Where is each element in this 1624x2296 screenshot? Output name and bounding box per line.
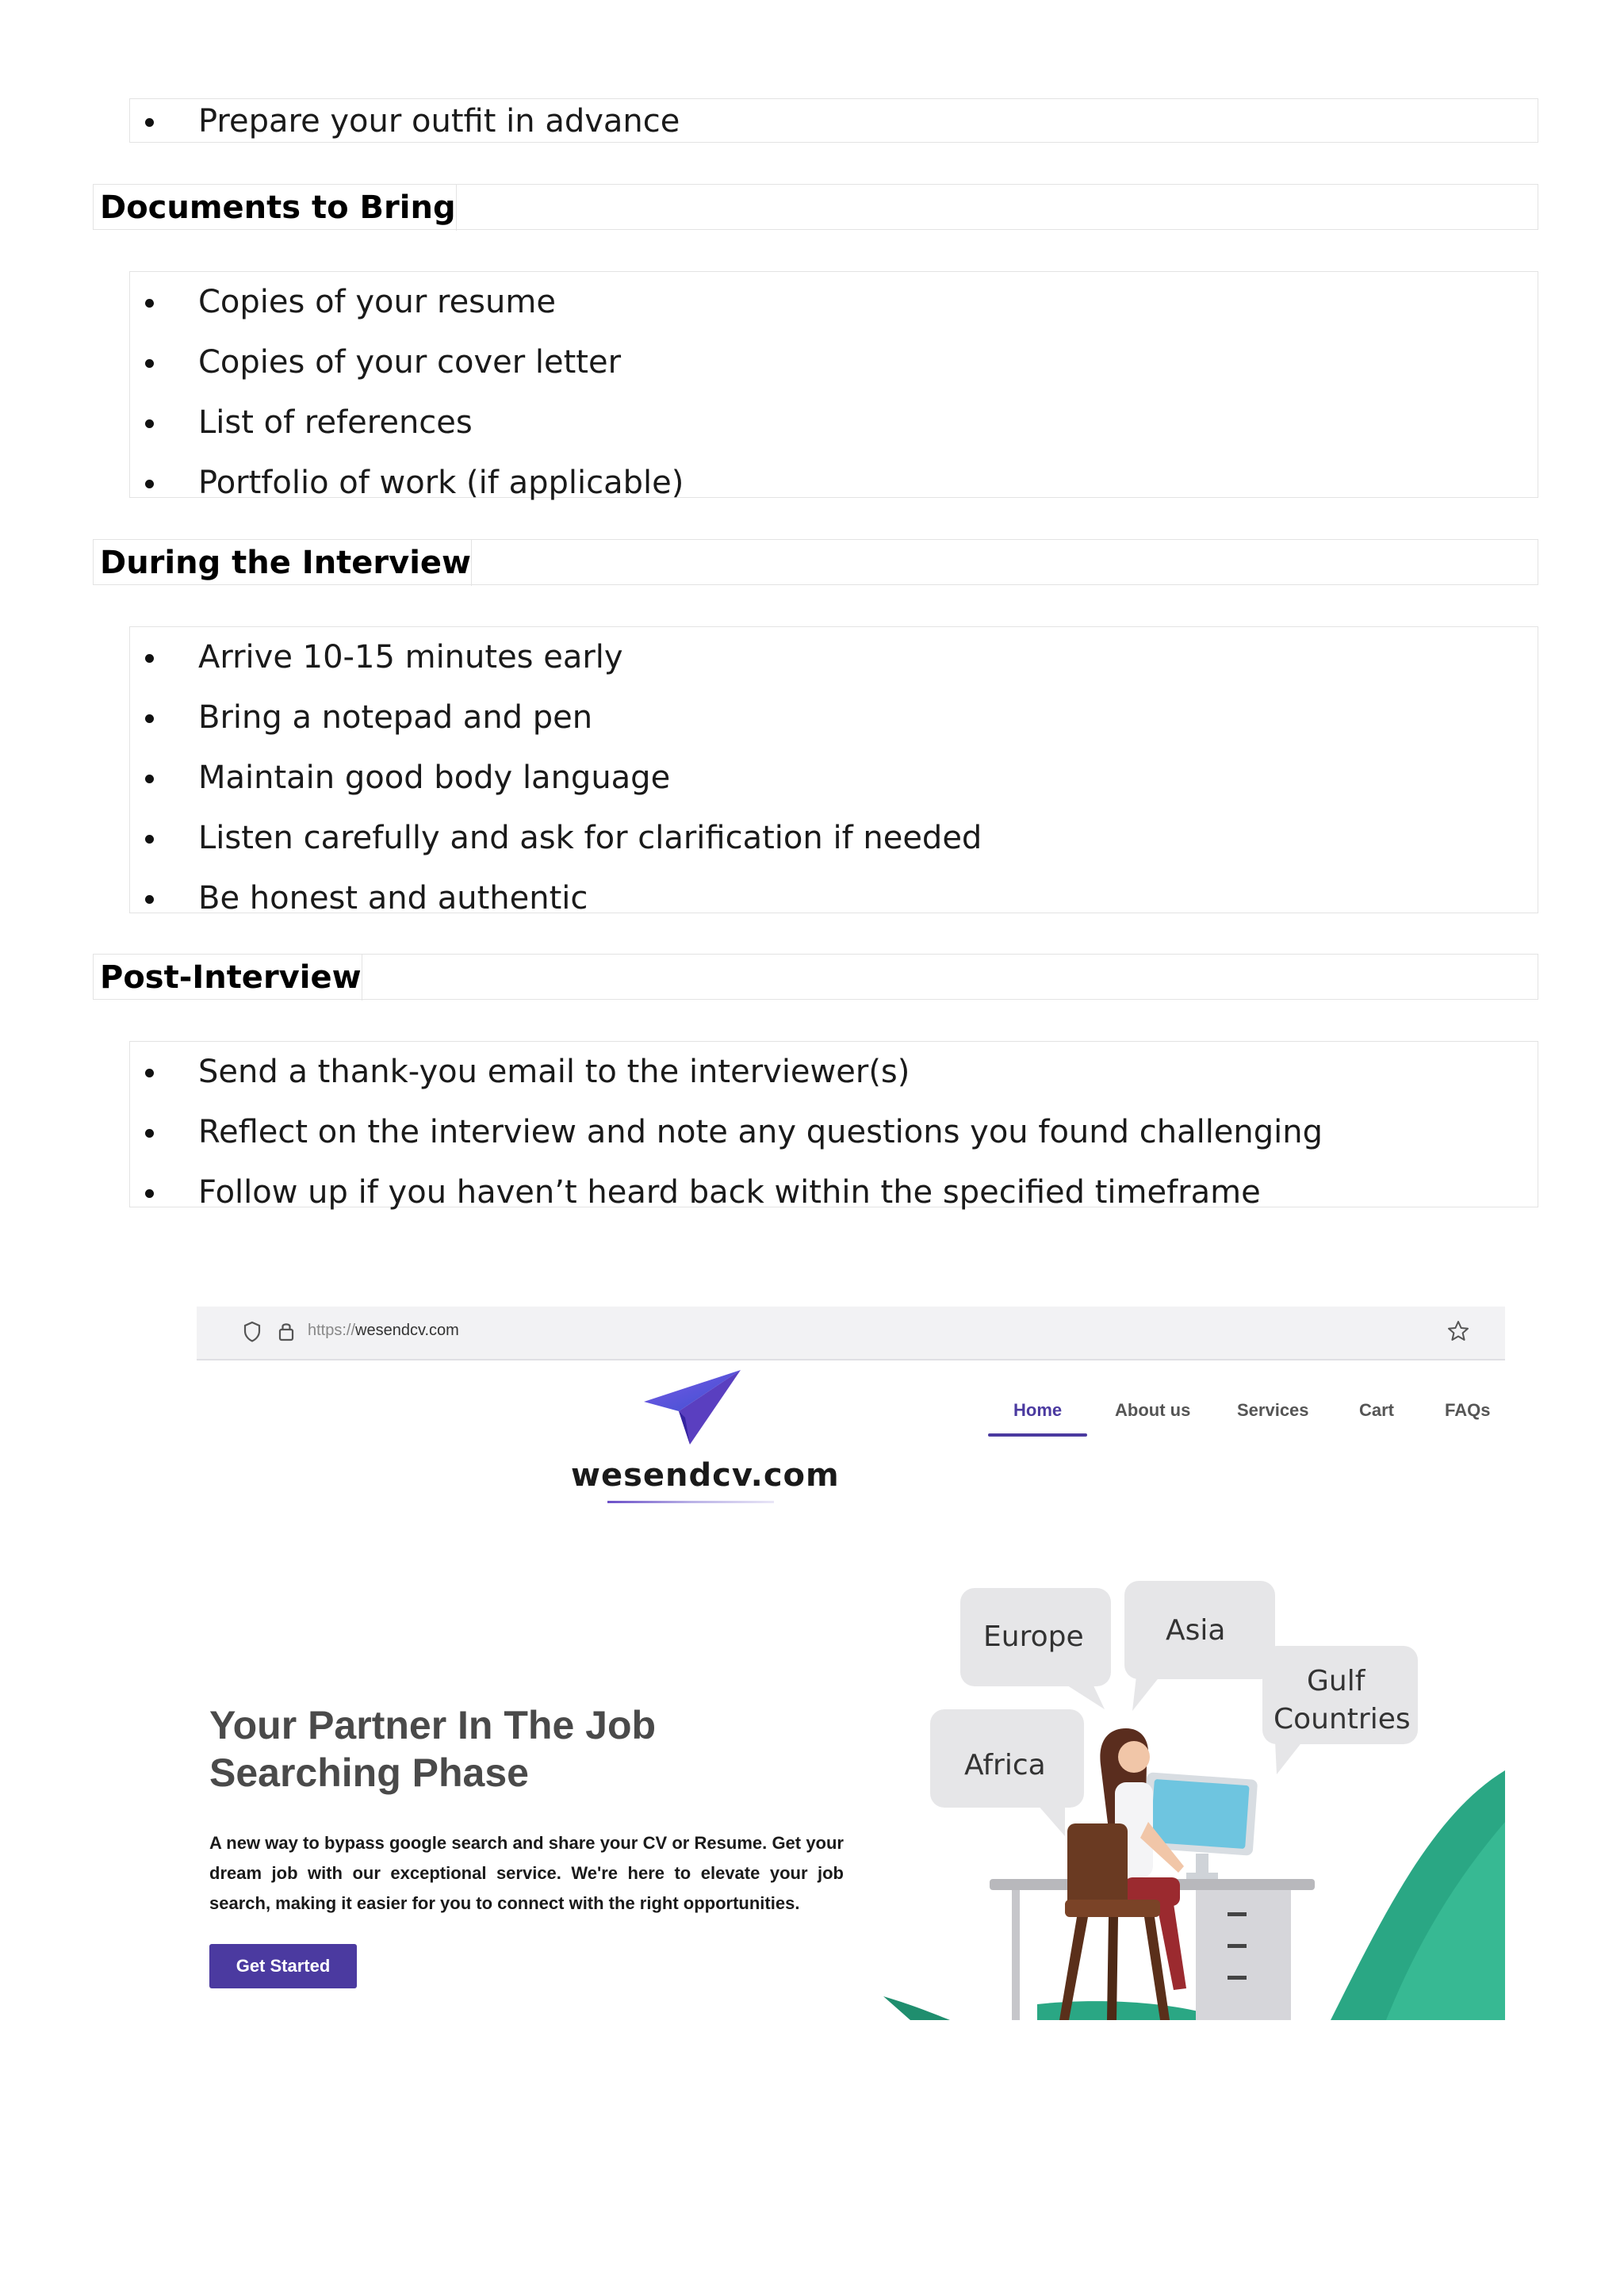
- list-item-text: Arrive 10-15 minutes early: [198, 639, 623, 675]
- list-item-text: Bring a notepad and pen: [198, 699, 593, 736]
- bullet: [145, 419, 154, 428]
- nav-services[interactable]: Services: [1237, 1400, 1309, 1420]
- bubble-asia-label: Asia: [1166, 1614, 1226, 1647]
- list-box-documents: [129, 271, 1538, 501]
- get-started-button[interactable]: Get Started: [209, 1944, 357, 1988]
- hero-description: A new way to bypass google search and share your CV or Resume. Get your dream job with our exceptional service. We're here to elevate your job search, making it easier for you to connect with the right opportunities.: [209, 1833, 844, 1913]
- bubble-countries-label: Countries: [1274, 1703, 1411, 1735]
- bullet: [145, 1129, 154, 1138]
- bullet: [145, 775, 154, 783]
- list-item: [130, 1042, 1538, 1102]
- nav-faqs[interactable]: FAQs: [1445, 1400, 1491, 1420]
- section-heading: Documents to Bring: [94, 185, 457, 231]
- list-item-text: List of references: [198, 404, 473, 441]
- list-item-text: Reflect on the interview and note any questions you found challenging: [198, 1114, 1323, 1150]
- nav-about-us[interactable]: About us: [1115, 1400, 1191, 1420]
- bullet: [145, 1189, 154, 1198]
- bubble-gulf-label: Gulf: [1307, 1665, 1365, 1697]
- list-item-text: Be honest and authentic: [198, 880, 588, 916]
- bubble-europe-label: Europe: [983, 1621, 1084, 1653]
- bullet: [145, 654, 154, 663]
- list-item-text: Listen carefully and ask for clarification if needed: [198, 820, 982, 856]
- list-item-text: Copies of your cover letter: [198, 344, 622, 381]
- bullet: [145, 1069, 154, 1077]
- bullet: [145, 299, 154, 308]
- section-heading-box: [93, 539, 1538, 585]
- list-box-during-interview: [129, 626, 1538, 916]
- bullet: [145, 118, 154, 127]
- url-protocol: https://: [308, 1322, 356, 1339]
- list-item-text: Prepare your outfit in advance: [198, 103, 680, 140]
- list-item: [130, 627, 1538, 687]
- list-item: [130, 99, 1538, 144]
- bullet: [145, 835, 154, 844]
- section-heading-box: [93, 954, 1538, 1000]
- list-item: [130, 808, 1538, 868]
- list-item: [130, 272, 1538, 332]
- list-item-text: Follow up if you haven’t heard back within the specified timeframe: [198, 1174, 1261, 1211]
- list-item: [130, 748, 1538, 808]
- list-item-text: Maintain good body language: [198, 760, 671, 796]
- brand-name[interactable]: wesendcv.com: [571, 1457, 840, 1494]
- website-screenshot: [197, 1307, 1505, 2020]
- url-host: wesendcv.com: [355, 1322, 459, 1339]
- section-heading-box: [93, 184, 1538, 230]
- bullet: [145, 480, 154, 488]
- list-item-text: Send a thank-you email to the interviewer(s): [198, 1054, 910, 1090]
- list-item: [130, 868, 1538, 928]
- section-heading: During the Interview: [94, 540, 472, 586]
- list-box-post-interview: [129, 1041, 1538, 1211]
- bubble-africa-label: Africa: [964, 1749, 1046, 1781]
- list-item: [130, 687, 1538, 748]
- list-box-outfit: [129, 98, 1538, 143]
- hero-title: Your Partner In The Job Searching Phase: [209, 1703, 657, 1795]
- list-item-text: Portfolio of work (if applicable): [198, 465, 684, 501]
- bullet: [145, 895, 154, 904]
- list-item: [130, 453, 1538, 513]
- nav-home[interactable]: Home: [1013, 1400, 1063, 1420]
- list-item: [130, 392, 1538, 453]
- nav-cart[interactable]: Cart: [1359, 1400, 1395, 1420]
- list-item: [130, 1102, 1538, 1162]
- list-item-text: Copies of your resume: [198, 284, 556, 320]
- section-heading: Post-Interview: [94, 955, 362, 1001]
- bullet: [145, 359, 154, 368]
- bullet: [145, 714, 154, 723]
- list-item: [130, 332, 1538, 392]
- list-item: [130, 1162, 1538, 1223]
